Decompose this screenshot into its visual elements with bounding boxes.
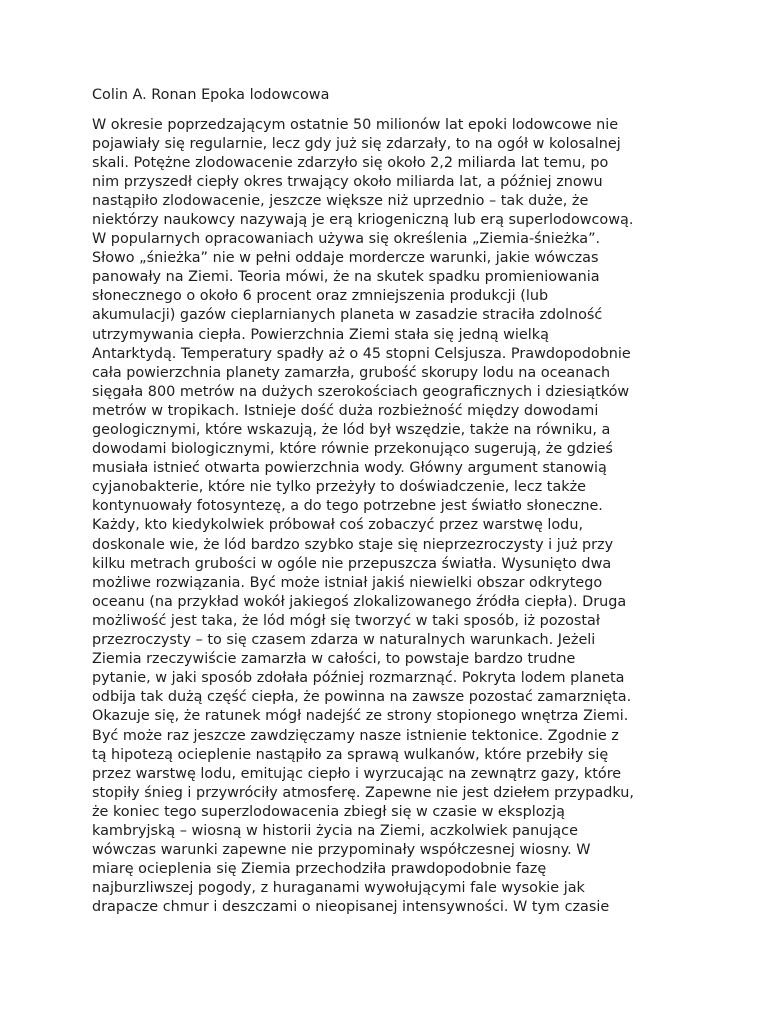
text-line: geologicznymi, które wskazują, że lód był wszędzie, także na równiku, a [92, 422, 611, 438]
text-line: pytanie, w jaki sposób zdołała później rozmarznąć. Pokryta lodem planeta [92, 670, 625, 687]
text-line: nastąpiło zlodowacenie, jeszcze większe niż uprzednio – tak duże, że [92, 192, 589, 209]
text-line: sięgała 800 metrów na dużych szerokościach geograficznych i dziesiątków [92, 383, 630, 400]
text-line: stopiły śnieg i przywróciły atmosferę. Zapewne nie jest dziełem przypadku, [92, 784, 634, 801]
text-line: metrów w tropikach. Istnieje dość duża rozbieżność między dowodami [92, 402, 599, 419]
text-line: nim przyszedł ciepły okres trwający około miliarda lat, a później znowu [92, 173, 603, 190]
text-line: W okresie poprzedzającym ostatnie 50 milionów lat epoki lodowcowe nie [92, 116, 619, 133]
text-line: tą hipotezą ocieplenie nastąpiło za sprawą wulkanów, które przebiły się [92, 746, 609, 763]
text-line: dowodami biologicznymi, które równie przekonująco sugerują, że gdzieś [92, 441, 613, 458]
text-line: słonecznego o około 6 procent oraz zmniejszenia produkcji (lub [92, 288, 549, 305]
text-line: przez warstwę lodu, emitując ciepło i wyrzucając na zewnątrz gazy, które [92, 765, 622, 782]
text-line: możliwość jest taka, że lód mógł się tworzyć w taki sposób, iż pozostał [92, 612, 600, 629]
body-paragraph [92, 116, 692, 918]
text-line: niektórzy naukowcy nazywają je erą kriogeniczną lub erą superlodowcową. [92, 211, 634, 228]
text-line: Słowo „śnieżka” nie w pełni oddaje mordercze warunki, jakie wówczas [92, 250, 599, 267]
text-line: Antarktydą. Temperatury spadły aż o 45 stopni Celsjusza. Prawdopodobnie [92, 345, 631, 362]
text-line: drapacze chmur i deszczami o nieopisanej intensywności. W tym czasie [92, 899, 610, 916]
text-line: oceanu (na przykład wokół jakiegoś zlokalizowanego źródła ciepła). Druga [92, 593, 627, 610]
text-line: cyjanobakterie, które nie tylko przeżyły to doświadczenie, lecz także [92, 479, 587, 496]
text-line: pojawiały się regularnie, lecz gdy już się zdarzały, to na ogół w kolosalnej [92, 135, 621, 152]
text-line: doskonale wie, że lód bardzo szybko staje się nieprzezroczysty i już przy [92, 536, 614, 553]
text-line: miarę ocieplenia się Ziemia przechodziła prawdopodobnie fazę [92, 861, 547, 878]
text-line: najburzliwszej pogody, z huraganami wywołującymi fale wysokie jak [92, 880, 585, 897]
text-line: musiała istnieć otwarta powierzchnia wody. Główny argument stanowią [92, 460, 607, 477]
text-line: Być może raz jeszcze zawdzięczamy nasze istnienie tektonice. Zgodnie z [92, 727, 619, 744]
text-line: kilku metrach grubości w ogóle nie przepuszcza światła. Wysunięto dwa [92, 555, 612, 572]
text-line: wówczas warunki zapewne nie przypominały współczesnej wiosny. W [92, 842, 591, 859]
text-line: utrzymywania ciepła. Powierzchnia Ziemi stała się jedną wielką [92, 326, 549, 343]
text-line: W popularnych opracowaniach używa się określenia „Ziemia-śnieżka”. [92, 231, 601, 248]
document-title: Colin A. Ronan Epoka lodowcowa [92, 87, 330, 103]
text-line: kontynuowały fotosyntezę, a do tego potrzebne jest światło słoneczne. [92, 498, 603, 515]
text-line: cała powierzchnia planety zamarzła, grubość skorupy lodu na oceanach [92, 364, 611, 381]
text-line: odbija tak dużą część ciepła, że powinna na zawsze pozostać zamarznięta. [92, 689, 632, 706]
text-line: przezroczysty – to się czasem zdarza w naturalnych warunkach. Jeżeli [92, 632, 596, 649]
text-line: Ziemia rzeczywiście zamarzła w całości, to powstaje bardzo trudne [92, 651, 576, 668]
text-line: Każdy, kto kiedykolwiek próbował coś zobaczyć przez warstwę lodu, [92, 517, 584, 534]
text-line: możliwe rozwiązania. Być może istniał jakiś niewielki obszar odkrytego [92, 574, 603, 591]
text-line: Okazuje się, że ratunek mógł nadejść ze strony stopionego wnętrza Ziemi. [92, 708, 629, 725]
text-line: akumulacji) gazów cieplarnianych planeta w zasadzie straciła zdolność [92, 307, 603, 324]
text-line: skali. Potężne zlodowacenie zdarzyło się około 2,2 miliarda lat temu, po [92, 154, 609, 171]
text-line: kambryjską – wiosną w historii życia na Ziemi, aczkolwiek panujące [92, 822, 578, 839]
text-line: że koniec tego superzlodowacenia zbiegł się w czasie w eksplozją [92, 803, 565, 820]
text-line: panowały na Ziemi. Teoria mówi, że na skutek spadku promieniowania [92, 269, 600, 286]
